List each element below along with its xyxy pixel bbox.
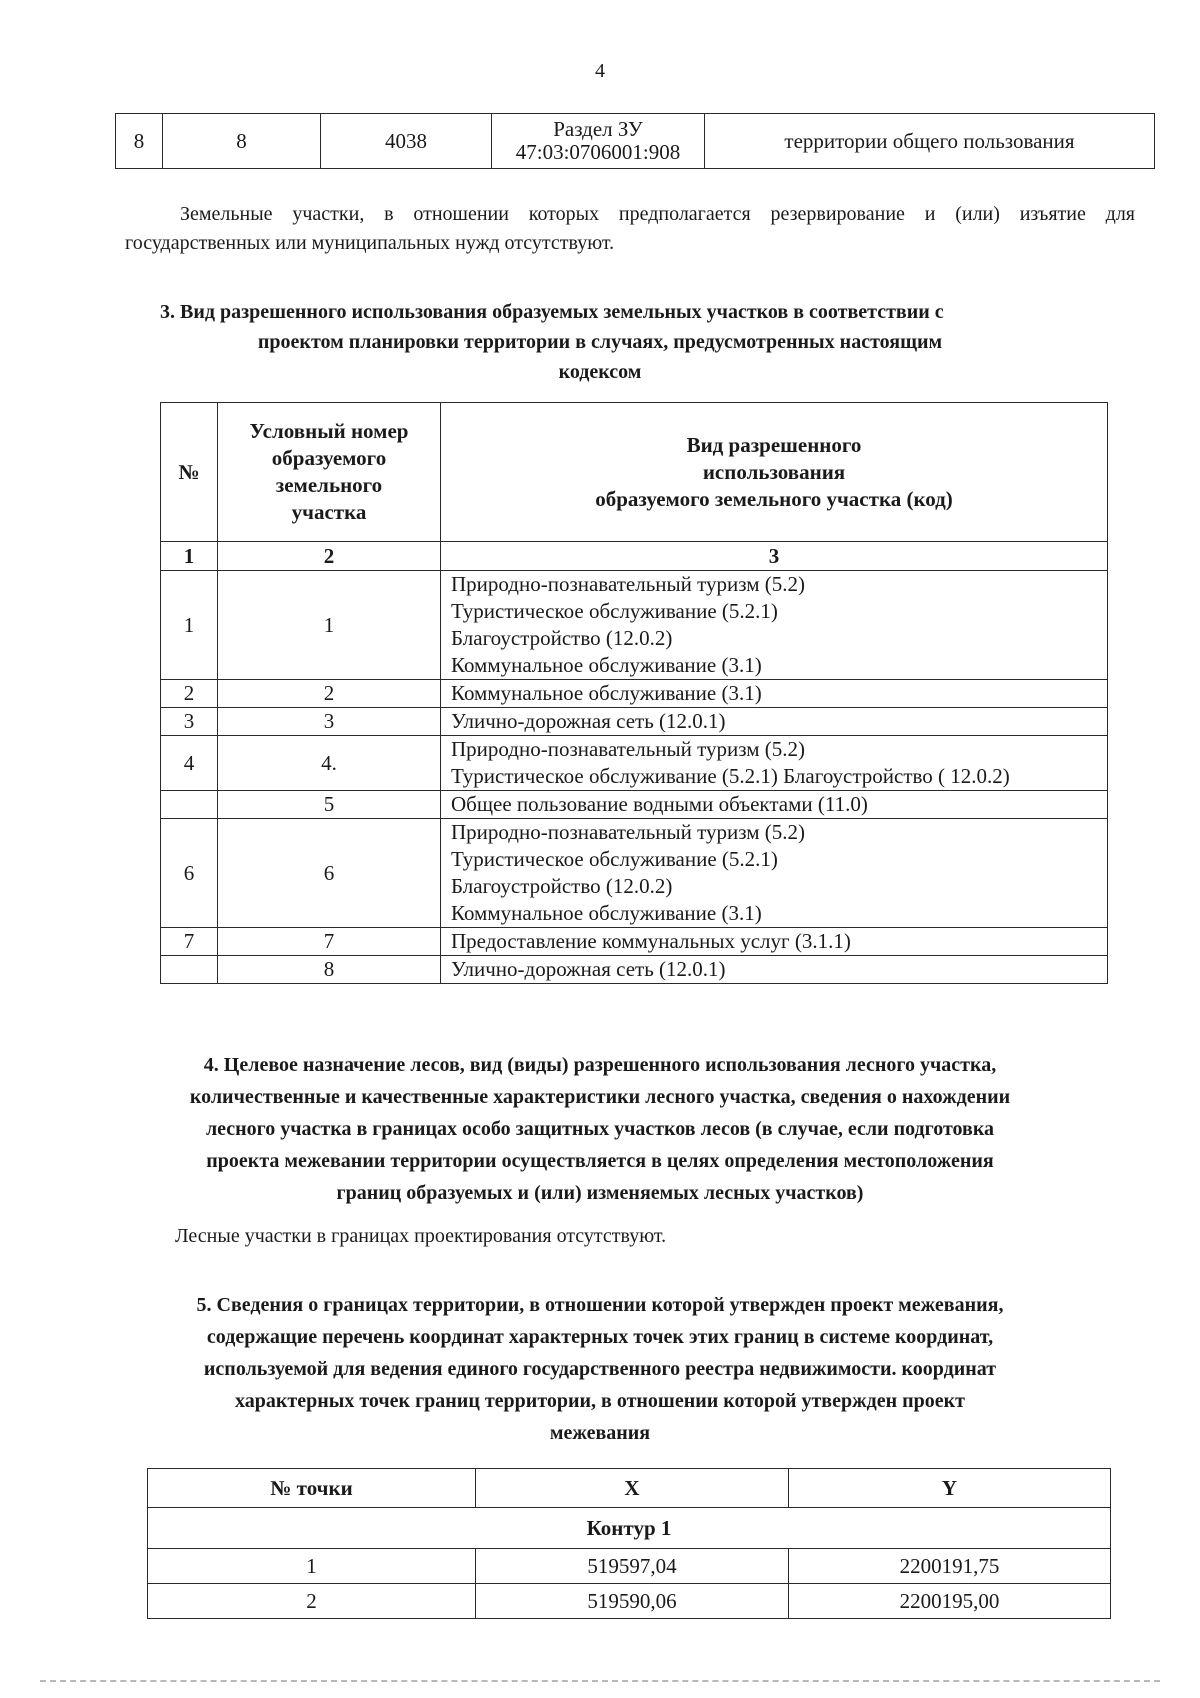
use-line: Туристическое обслуживание (5.2.1) xyxy=(451,847,778,871)
section5-heading-line5: межевания xyxy=(549,1422,651,1444)
use-line: Туристическое обслуживание (5.2.1) xyxy=(451,599,778,623)
header-line: Условный номер xyxy=(249,419,409,443)
parcel-number: 4. xyxy=(218,736,441,791)
permitted-use-table xyxy=(160,402,1108,984)
section4-heading-line3: лесного участка в границах особо защитных участков лесов (в случае, если подготовка xyxy=(205,1118,995,1140)
section5-heading-line3: используемой для ведения единого государственного реестра недвижимости. координат xyxy=(203,1358,997,1380)
point-number: 2 xyxy=(148,1584,476,1619)
x-coordinate: 519597,04 xyxy=(476,1549,789,1584)
table-row xyxy=(116,114,1155,169)
header-permitted-use xyxy=(441,403,1108,542)
column-number: 3 xyxy=(441,542,1108,571)
table-row xyxy=(161,956,1108,984)
column-number: 2 xyxy=(218,542,441,571)
table-row xyxy=(161,791,1108,819)
header-line: участка xyxy=(291,500,367,524)
use-line: Природно-познавательный туризм (5.2) xyxy=(451,737,806,761)
section4-heading-line2: количественные и качественные характеристики лесного участка, сведения о нахождении xyxy=(189,1086,1011,1108)
use-line: Коммунальное обслуживание (3.1) xyxy=(451,901,762,925)
point-number: 1 xyxy=(148,1549,476,1584)
table-header-row xyxy=(161,403,1108,542)
use-line: Коммунальное обслуживание (3.1) xyxy=(451,681,762,705)
section5-heading-line4: характерных точек границ территории, в отношении которой утвержден проект xyxy=(235,1390,965,1412)
table-row xyxy=(161,708,1108,736)
header-line: образуемого xyxy=(271,446,387,470)
parcel-row-table xyxy=(115,113,1155,169)
table-row xyxy=(161,928,1108,956)
header-line: использования xyxy=(702,459,846,484)
contour-label: Контур 1 xyxy=(148,1508,1111,1549)
row-number: 1 xyxy=(161,571,218,680)
permitted-uses xyxy=(441,708,1108,736)
table-row xyxy=(161,736,1108,791)
table-row xyxy=(148,1584,1111,1619)
permitted-uses xyxy=(441,571,1108,680)
section3-heading-line3: кодексом xyxy=(558,361,642,383)
table-row xyxy=(161,680,1108,708)
use-line: Коммунальное обслуживание (3.1) xyxy=(451,653,762,677)
table-cell: 8 xyxy=(116,114,163,169)
permitted-uses xyxy=(441,736,1108,791)
header-line: образуемого земельного участка (код) xyxy=(595,486,953,511)
row-number: 3 xyxy=(161,708,218,736)
table-row xyxy=(161,571,1108,680)
permitted-uses xyxy=(441,956,1108,984)
use-line: Природно-познавательный туризм (5.2) xyxy=(451,820,806,844)
use-line: Улично-дорожная сеть (12.0.1) xyxy=(451,957,726,981)
table-cell: 4038 xyxy=(321,114,492,169)
row-number xyxy=(161,791,218,819)
row-number: 4 xyxy=(161,736,218,791)
use-line: Благоустройство (12.0.2) xyxy=(451,874,673,898)
header-x: X xyxy=(476,1469,789,1508)
parcel-number: 7 xyxy=(218,928,441,956)
use-line: Улично-дорожная сеть (12.0.1) xyxy=(451,709,726,733)
coordinates-table xyxy=(147,1468,1111,1619)
section3-heading-line2: проектом планировки территории в случаях, предусмотренных настоящим xyxy=(257,331,943,353)
column-number: 1 xyxy=(161,542,218,571)
row-number xyxy=(161,956,218,984)
section4-heading-line5: границ образуемых и (или) изменяемых лесных участков) xyxy=(336,1182,864,1204)
cadastral-number: 47:03:0706001:908 xyxy=(515,140,681,164)
section4-heading-line4: проекта межевании территории осуществляется в целях определения местоположения xyxy=(206,1150,994,1172)
use-line: Туристическое обслуживание (5.2.1) Благоустройство ( 12.0.2) xyxy=(451,764,1010,788)
permitted-uses xyxy=(441,680,1108,708)
header-line: земельного xyxy=(275,473,383,497)
permitted-uses xyxy=(441,928,1108,956)
parcel-number: 1 xyxy=(218,571,441,680)
table-row xyxy=(148,1549,1111,1584)
table-cell: территории общего пользования xyxy=(705,114,1155,169)
header-y: Y xyxy=(789,1469,1111,1508)
use-line: Общее пользование водными объектами (11.0) xyxy=(451,792,868,816)
scan-edge-divider xyxy=(40,1680,1160,1682)
forest-text: Лесные участки в границах проектирования отсутствуют. xyxy=(175,1225,667,1247)
y-coordinate: 2200195,00 xyxy=(789,1584,1111,1619)
section-label: Раздел ЗУ xyxy=(553,117,643,141)
y-coordinate: 2200191,75 xyxy=(789,1549,1111,1584)
section5-heading-line1: 5. Сведения о границах территории, в отношении которой утвержден проект межевания, xyxy=(196,1294,1004,1316)
use-line: Благоустройство (12.0.2) xyxy=(451,626,673,650)
page-number: 4 xyxy=(595,60,605,82)
parcel-number: 8 xyxy=(218,956,441,984)
x-coordinate: 519590,06 xyxy=(476,1584,789,1619)
use-line: Природно-познавательный туризм (5.2) xyxy=(451,572,806,596)
header-conditional-number xyxy=(218,403,441,542)
header-line: Вид разрешенного xyxy=(686,432,862,457)
permitted-uses xyxy=(441,791,1108,819)
table-row xyxy=(161,819,1108,928)
parcel-number: 3 xyxy=(218,708,441,736)
column-number-row xyxy=(161,542,1108,571)
section3-heading-line1: 3. Вид разрешенного использования образуемых земельных участков в соответствии с xyxy=(160,301,944,323)
parcel-number: 5 xyxy=(218,791,441,819)
contour-row xyxy=(148,1508,1111,1549)
table-cell: 8 xyxy=(163,114,321,169)
section4-heading-line1: 4. Целевое назначение лесов, вид (виды) разрешенного использования лесного участка, xyxy=(203,1054,997,1076)
row-number: 6 xyxy=(161,819,218,928)
row-number: 7 xyxy=(161,928,218,956)
parcel-number: 2 xyxy=(218,680,441,708)
reserve-paragraph: Земельные участки, в отношении которых предполагается резервирование и (или) изъятие для государственных или муниципальных нужд отсутствуют. xyxy=(125,203,1135,254)
section5-heading-line2: содержащие перечень координат характерных точек этих границ в системе координат, xyxy=(206,1326,994,1348)
table-cell xyxy=(492,114,705,169)
header-point: № точки xyxy=(148,1469,476,1508)
row-number: 2 xyxy=(161,680,218,708)
parcel-number: 6 xyxy=(218,819,441,928)
permitted-uses xyxy=(441,819,1108,928)
header-no: № xyxy=(161,403,218,542)
use-line: Предоставление коммунальных услуг (3.1.1) xyxy=(451,929,851,953)
table-header-row xyxy=(148,1469,1111,1508)
